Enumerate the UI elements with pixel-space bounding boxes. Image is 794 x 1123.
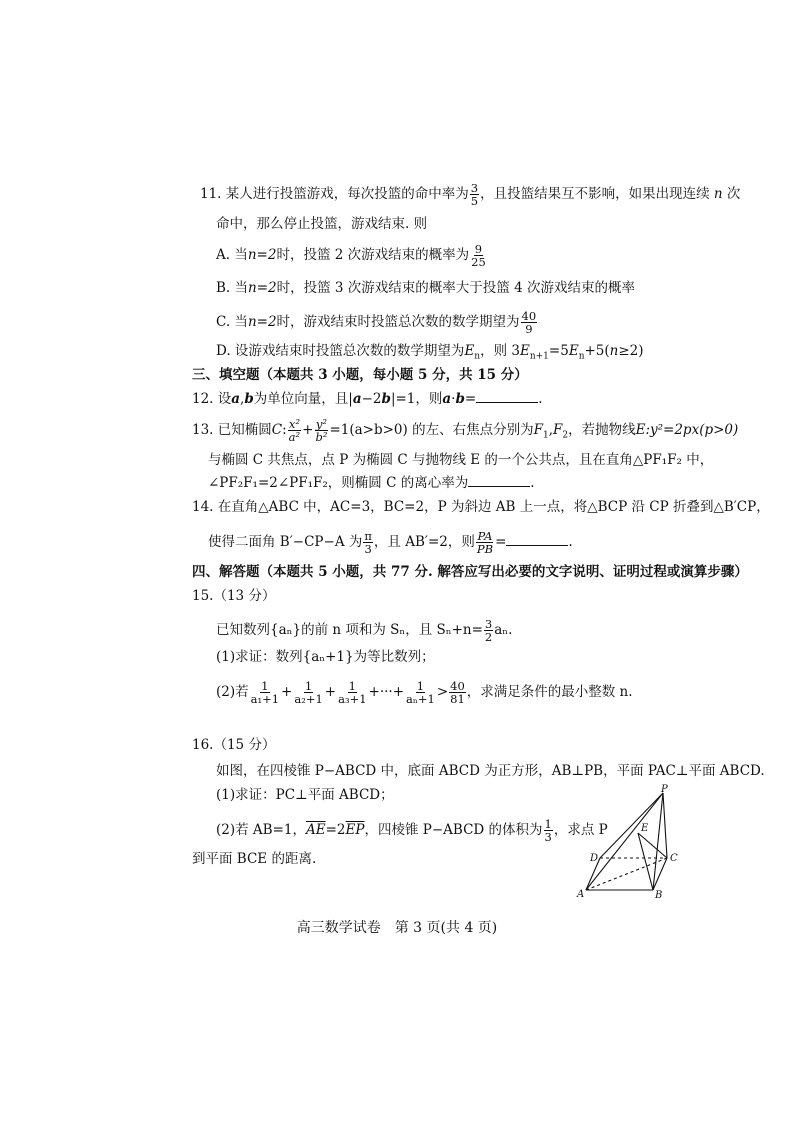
q12 [192, 390, 543, 408]
fraction-num: x² [288, 417, 300, 431]
edge-pd [600, 793, 663, 858]
q12-vec-b: b [244, 391, 254, 407]
page-footer: 高三数学试卷 第 3 页(共 4 页) [296, 920, 498, 936]
fraction-den: PB [476, 542, 494, 556]
q13-var: F [533, 422, 543, 438]
q13-text: ∠PF₂F₁=2∠PF₁F₂，则椭圆 C 的离心率为 [208, 475, 469, 491]
q11-option-c-fraction [521, 310, 538, 335]
fraction-den: 3 [364, 542, 372, 556]
opt-var: n=2 [247, 247, 277, 263]
q11-option-a [216, 243, 488, 268]
fraction-den: 5 [470, 194, 479, 208]
q15-text: 已知数列{aₙ}的前 n 项和为 Sₙ，且 Sₙ+n= [216, 622, 483, 638]
q13-text: =1(a>b>0) 的左、右焦点分别为 [329, 422, 534, 438]
q14-text: ，且 AB′=2，则 [373, 534, 475, 550]
opt-text: D. 设游戏结束时投篮总次数的数学期望为 [216, 343, 465, 359]
q15-bound-fraction [449, 680, 466, 705]
q11-probability-fraction [470, 182, 479, 207]
q15-stem-fraction [484, 618, 493, 643]
label-e: E [641, 823, 649, 834]
q15-term-2 [293, 680, 323, 705]
opt-text: ，则 3 [480, 343, 520, 359]
q13-sub: 2 [562, 430, 569, 441]
q12-vec-b: b [381, 391, 391, 407]
opt-text: 时，投篮 2 次游戏结束的概率为 [276, 247, 470, 263]
q15-part2 [216, 680, 633, 705]
q15-plus: + [324, 684, 337, 700]
opt-var: E [464, 343, 475, 359]
fraction-den: 25 [471, 255, 486, 269]
q15-term-1 [250, 680, 280, 705]
opt-var: n [609, 343, 619, 359]
q16-text: ，求点 P [553, 822, 608, 838]
q15-part1: (1)求证：数列{aₙ+1}为等比数列； [216, 649, 435, 665]
fraction-den: 3 [544, 830, 552, 844]
q15-text: ，求满足条件的最小整数 n. [466, 684, 633, 700]
q15-plus: + [281, 684, 293, 700]
fraction-den: aₙ+1 [406, 692, 435, 706]
fraction-den: a² [288, 430, 301, 444]
q14-angle-fraction [363, 530, 373, 555]
q16-vector-ae: $\overline{AE}$ [306, 822, 326, 838]
q13-var: F [552, 422, 563, 438]
pyramid-figure [573, 783, 693, 903]
q16-part2 [216, 818, 608, 843]
q16-part2-line2: 到平面 BCE 的距离. [192, 851, 317, 867]
opt-sub: n+1 [529, 351, 549, 362]
opt-text: +5( [584, 343, 610, 359]
q11-stem-text-3: 次 [726, 186, 741, 202]
q15-heading: 15.（13 分） [192, 588, 276, 604]
q12-text: = [464, 391, 477, 407]
opt-var: E [519, 343, 530, 359]
opt-text: ≥2) [618, 343, 644, 359]
fraction-den: a₂+1 [294, 692, 323, 706]
q16-part1: (1)求证：PC⊥平面 ABCD； [216, 787, 394, 803]
q11-stem-text: 11. 某人进行投篮游戏，每次投篮的命中率为 [200, 186, 469, 202]
q16-text: =2 [325, 822, 346, 838]
q11-stem [200, 182, 740, 207]
label-a: A [577, 889, 585, 900]
q11-option-b [216, 279, 635, 297]
q13-text: . [530, 475, 535, 491]
opt-var: E [568, 343, 579, 359]
fraction-den: b² [315, 430, 328, 444]
q11-stem-line2: 命中，那么停止投篮，游戏结束. 则 [216, 216, 428, 232]
q12-text: . [538, 391, 543, 407]
q14-ratio-fraction [476, 530, 494, 555]
q13-text: ，若抛物线 [568, 422, 636, 438]
q13-sub: 1 [542, 430, 549, 441]
q15-gt: > [436, 684, 449, 700]
q14-text: = [495, 534, 507, 550]
fraction-num: 1 [416, 679, 425, 693]
q16-text: ，四棱锥 P−ABCD 的体积为 [364, 822, 543, 838]
fraction-num: PA [477, 529, 493, 543]
q16-heading: 16.（15 分） [192, 737, 276, 753]
q15-stem [216, 618, 512, 643]
label-d: D [590, 853, 599, 864]
edge-pc [663, 793, 667, 858]
fraction-den: a₁+1 [250, 692, 280, 706]
q13-answer-blank [468, 474, 530, 487]
fraction-num: 40 [450, 679, 465, 693]
q13-var: E:y²=2px(p>0) [635, 422, 739, 438]
opt-text: 时，投篮 3 次游戏结束的概率大于投篮 4 次游戏结束的概率 [276, 280, 635, 296]
q13-text: 13. 已知椭圆 [192, 422, 272, 438]
q13-fraction-y [314, 418, 328, 443]
section-3-heading: 三、填空题（本题共 3 小题，每小题 5 分，共 15 分） [192, 367, 528, 383]
q12-text: 为单位向量，且| [253, 391, 353, 407]
fraction-num: π [364, 529, 372, 543]
q15-text: (2)若 [216, 684, 249, 700]
q12-text: , [240, 391, 245, 407]
q12-text: −2 [361, 391, 382, 407]
q11-var-n: n [713, 186, 723, 202]
q16-vector-ep: $\overline{EP}$ [345, 822, 365, 838]
label-b: B [655, 890, 663, 901]
fraction-den: 81 [450, 692, 465, 706]
fraction-num: 40 [521, 309, 537, 323]
fraction-num: 9 [474, 242, 483, 256]
q13-line3 [208, 474, 535, 492]
q12-vec-a: a [442, 391, 452, 407]
q12-vec-b: b [455, 391, 465, 407]
q15-text: aₙ. [494, 622, 513, 638]
seg-ec [638, 833, 667, 858]
fraction-num: 1 [544, 817, 552, 831]
q16-volume-fraction [544, 818, 553, 843]
opt-sub: n [578, 351, 585, 362]
q12-text: · [451, 391, 456, 407]
q13-text: , [548, 422, 553, 438]
q12-vec-a: a [231, 391, 241, 407]
fraction-num: 1 [304, 679, 313, 693]
fraction-num: 1 [348, 679, 356, 693]
opt-sub: n [474, 351, 481, 362]
q11-stem-text-2: ，且投篮结果互不影响，如果出现连续 [480, 186, 710, 202]
q11-option-a-fraction [470, 243, 487, 268]
opt-var: n=2 [248, 280, 277, 296]
q16-text: (2)若 AB=1， [216, 822, 306, 838]
section-4-heading: 四、解答题（本题共 5 小题，共 77 分. 解答应写出必要的文字说明、证明过程或演算步骤） [192, 564, 748, 580]
fraction-num: 3 [484, 617, 493, 631]
q16-stem: 如图，在四棱锥 P−ABCD 中，底面 ABCD 为正方形，AB⊥PB，平面 PAC⊥平面 ABCD. [216, 763, 765, 779]
opt-text: B. 当 [216, 280, 249, 296]
fraction-den: 9 [525, 322, 533, 336]
q13-var: C [271, 422, 283, 438]
q13-line2: 与椭圆 C 共焦点，点 P 为椭圆 C 与抛物线 E 的一个公共点，且在直角△PF₁F₂ 中， [208, 452, 714, 468]
q14-line2 [208, 530, 573, 555]
q12-text: 12. 设 [192, 391, 232, 407]
label-c: C [670, 853, 678, 864]
q14-text: . [568, 534, 573, 550]
fraction-den: a₃+1 [338, 692, 367, 706]
q11-option-c [216, 310, 538, 335]
opt-text: A. 当 [216, 247, 248, 263]
q15-dots: +···+ [368, 684, 405, 700]
label-p: P [661, 784, 668, 795]
q15-term-3 [337, 680, 367, 705]
q12-vec-a: a [352, 391, 362, 407]
q14-line1: 14. 在直角△ABC 中，AC=3，BC=2，P 为斜边 AB 上一点，将△BCP 沿 CP 折叠到△B′CP， [192, 499, 770, 515]
opt-text: 时，游戏结束时投篮总次数的数学期望为 [276, 314, 520, 330]
q14-answer-blank [506, 533, 568, 546]
seg-eb [638, 833, 653, 890]
opt-var: n=2 [247, 314, 277, 330]
q15-term-n [405, 680, 436, 705]
q13-text: : [282, 422, 287, 438]
q12-text: |=1，则 [390, 391, 443, 407]
edge-pa [586, 793, 663, 890]
opt-text: C. 当 [216, 314, 248, 330]
fraction-den: 2 [484, 630, 493, 644]
q14-text: 使得二面角 B′−CP−A 为 [208, 534, 363, 550]
q13-line1: 13. 已知椭圆C: $\frac{\text{x²}}{\text{a²}}$ + $\frac{\text{y²}}{\text{b²}}$ =1(a>b>0) 的左、右焦点分别为$F_1,F_2$，若抛物线E:y²=2px(p>0) [192, 417, 739, 444]
fraction-num: y² [315, 417, 327, 431]
opt-text: =5 [548, 343, 569, 359]
q13-fraction-x [288, 418, 301, 443]
q11-option-d [216, 342, 644, 366]
fraction-num: 3 [470, 181, 479, 195]
edge-pb [653, 793, 663, 890]
q12-answer-blank [476, 390, 538, 403]
fraction-num: 1 [261, 679, 269, 693]
